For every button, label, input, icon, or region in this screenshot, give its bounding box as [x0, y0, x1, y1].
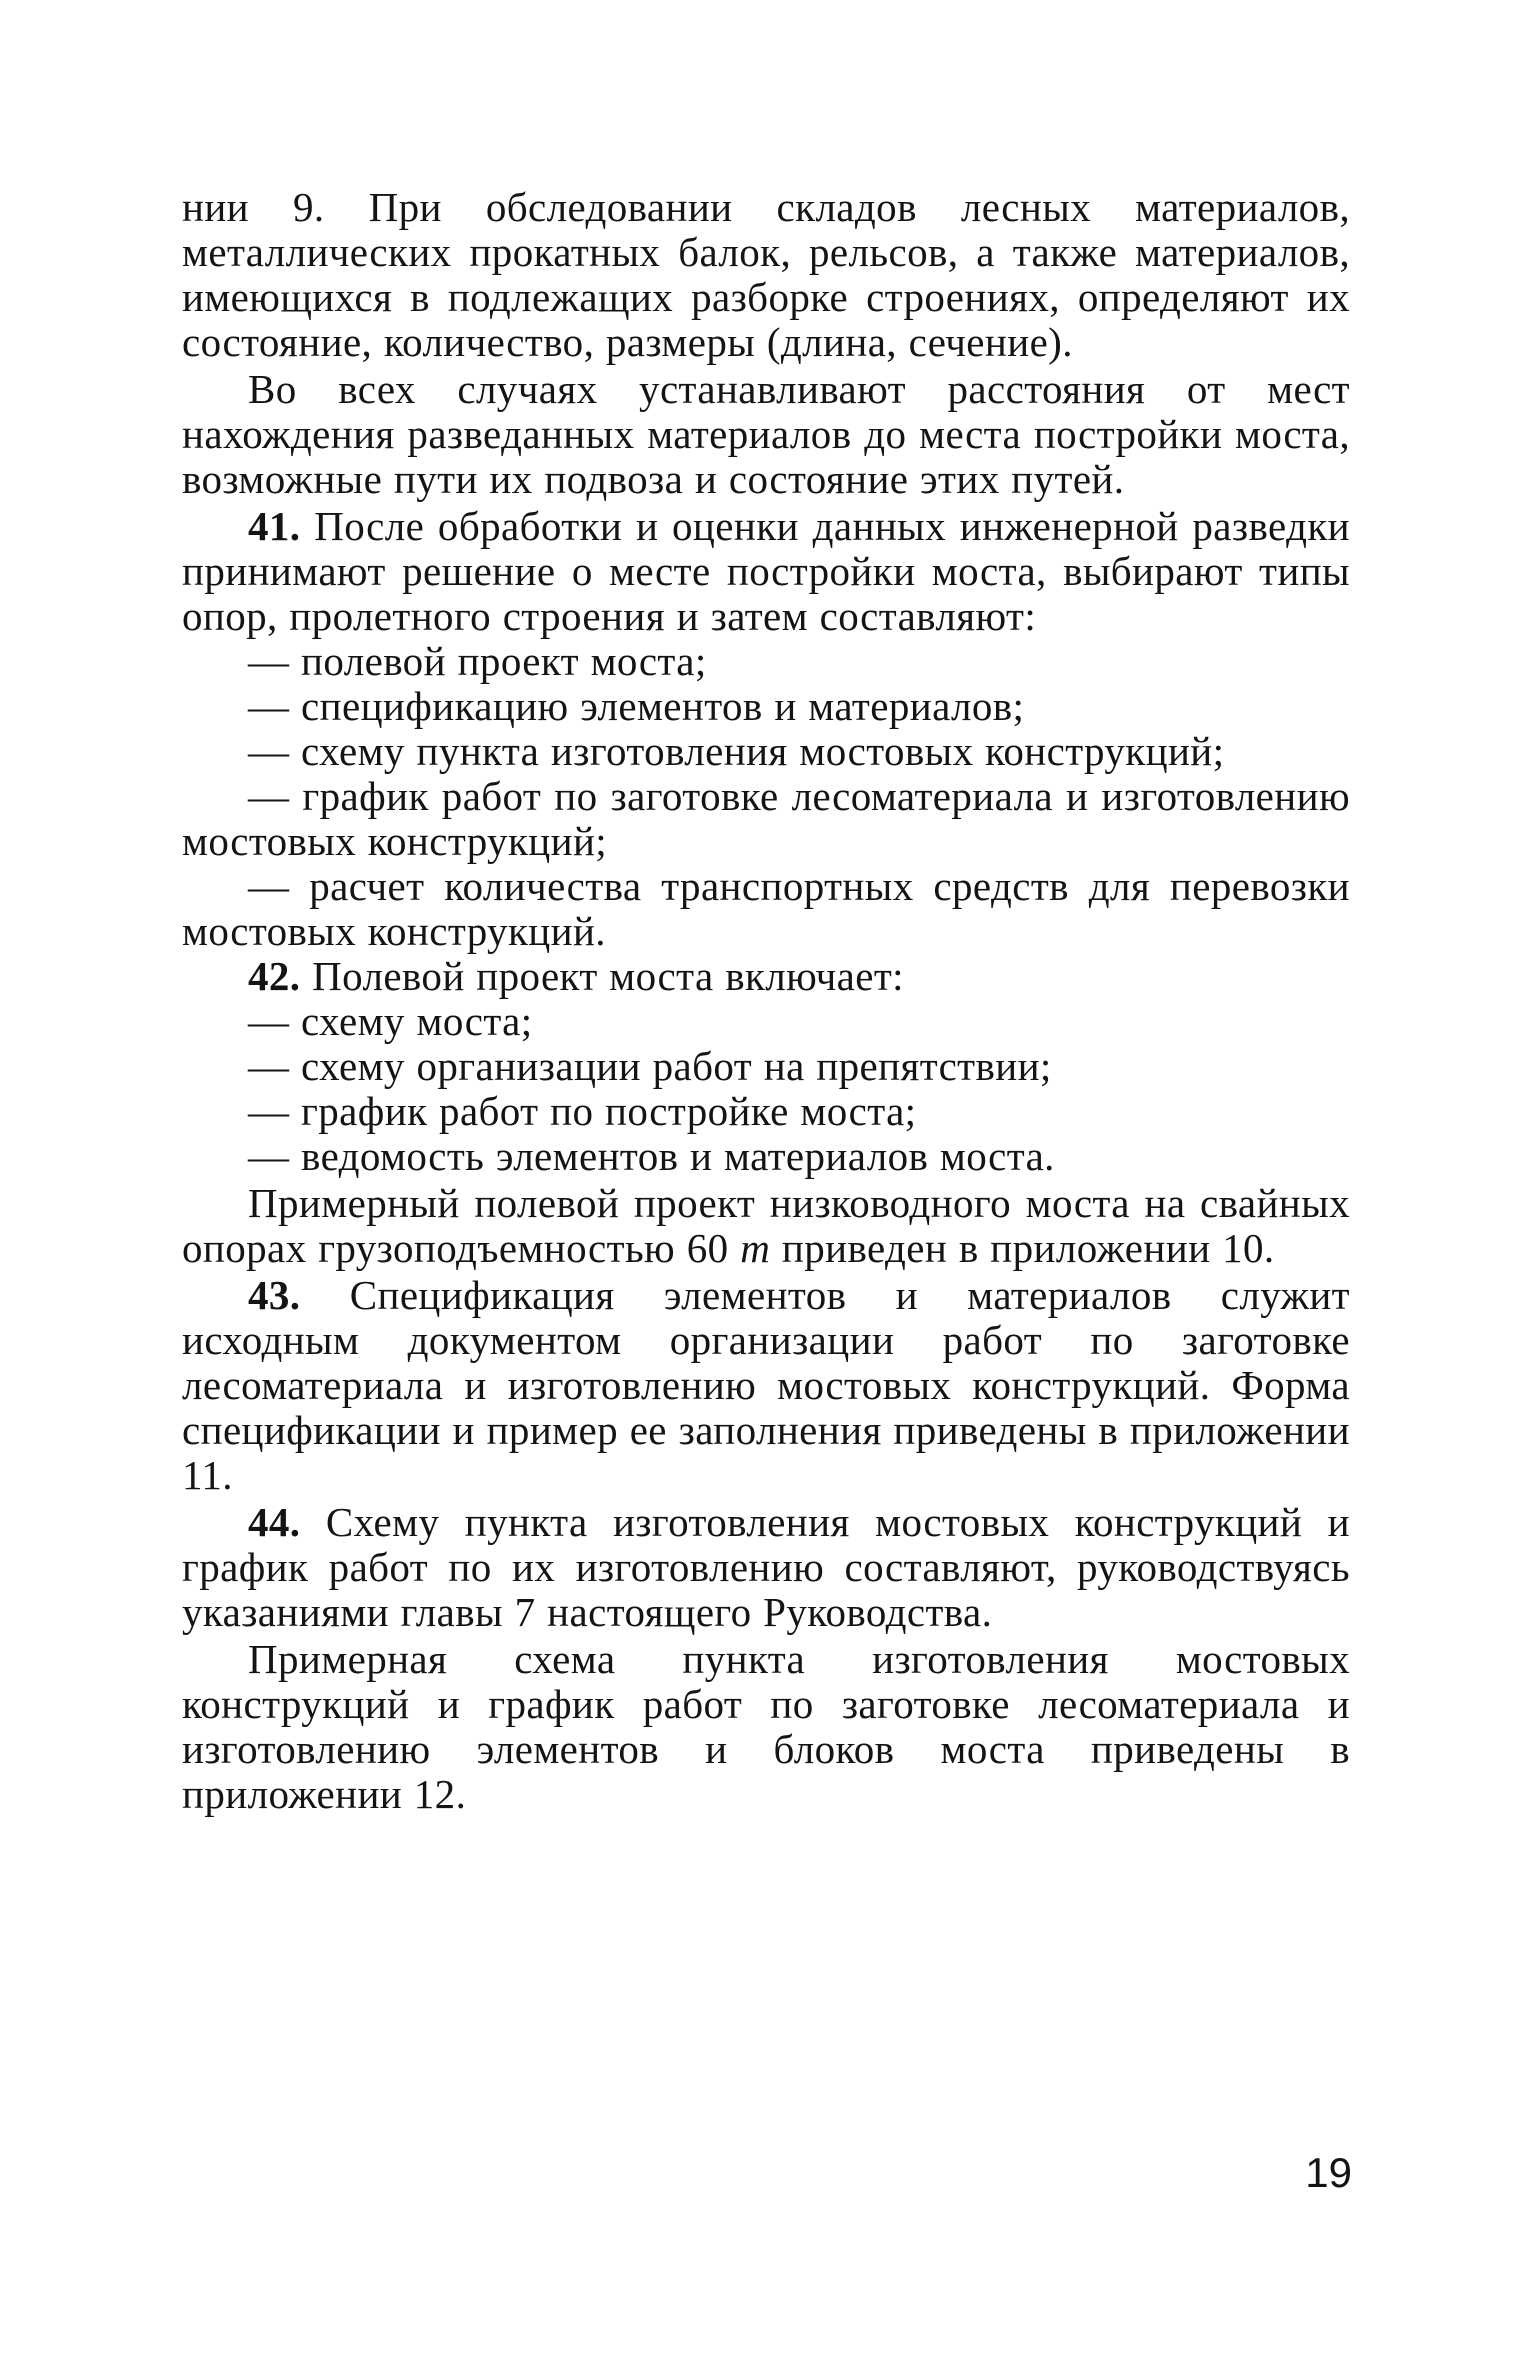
page-number: 19 — [1305, 2149, 1352, 2196]
list-item-fabrication-scheme: — схему пункта изготовления мостовых конструкций; — [248, 728, 1225, 774]
paragraph-41-text: После обработки и оценки данных инженерной разведки принимают решение о месте постройки моста, выбирают типы опор, пролетного строения и затем составляют: — [182, 503, 1350, 639]
paragraph-42-text: Полевой проект моста включает: — [312, 953, 904, 999]
list-item-work-schedule: — график работ по заготовке лесоматериала и изготовлению мостовых конструкций; — [182, 773, 1350, 864]
list-item-transport-calc: — расчет количества транспортных средств для перевозки мостовых конструкций. — [182, 863, 1350, 954]
paragraph-materials-inspection: нии 9. При обследовании складов лесных материалов, металлических прокатных балок, рельсов, а также материалов, имеющихся в подлежащих разборке строениях, определяют их состояние, количество, размеры (длина, сечение). — [182, 184, 1350, 365]
list-item-work-organization: — схему организации работ на препятствии; — [248, 1043, 1052, 1089]
paragraph-42 — [182, 954, 1350, 999]
page-body — [182, 185, 1350, 1817]
paragraph-43 — [182, 1273, 1350, 1498]
paragraph-44 — [182, 1500, 1350, 1635]
paragraph-43-text: Спецификация элементов и материалов служит исходным документом организации работ по заготовке лесоматериала и изготовлению мостовых конструкций. Форма спецификации и пример ее заполнения приведены в приложении 11. — [182, 1272, 1350, 1498]
paragraph-41 — [182, 504, 1350, 639]
list-item-construction-schedule: — график работ по постройке моста; — [248, 1088, 917, 1134]
unit-tons: т — [740, 1225, 771, 1271]
section-number-43: 43. — [248, 1272, 301, 1318]
paragraph-sample-project — [182, 1181, 1350, 1271]
paragraph-sample-project-a: Примерный полевой проект низководного моста на свайных опорах грузоподъемностью 60 — [182, 1180, 1350, 1271]
paragraph-sample-project-b: приведен в приложении 10. — [781, 1225, 1275, 1271]
list-item-materials-statement: — ведомость элементов и материалов моста. — [248, 1133, 1055, 1179]
section-number-42: 42. — [248, 953, 301, 999]
list-item-field-project: — полевой проект моста; — [248, 638, 707, 684]
section-number-44: 44. — [248, 1499, 301, 1545]
paragraph-sample-scheme: Примерная схема пункта изготовления мостовых конструкций и график работ по заготовке лесоматериала и изготовлению элементов и блоков моста приведены в приложении 12. — [182, 1636, 1350, 1817]
list-item-specification: — спецификацию элементов и материалов; — [248, 683, 1025, 729]
list-item-bridge-scheme: — схему моста; — [248, 998, 533, 1044]
paragraph-distances: Во всех случаях устанавливают расстояния от мест нахождения разведанных материалов до места постройки моста, возможные пути их подвоза и состояние этих путей. — [182, 366, 1350, 502]
paragraph-44-text: Схему пункта изготовления мостовых конструкций и график работ по их изготовлению составляют, руководствуясь указаниями главы 7 настоящего Руководства. — [182, 1499, 1350, 1635]
section-number-41: 41. — [248, 503, 301, 549]
